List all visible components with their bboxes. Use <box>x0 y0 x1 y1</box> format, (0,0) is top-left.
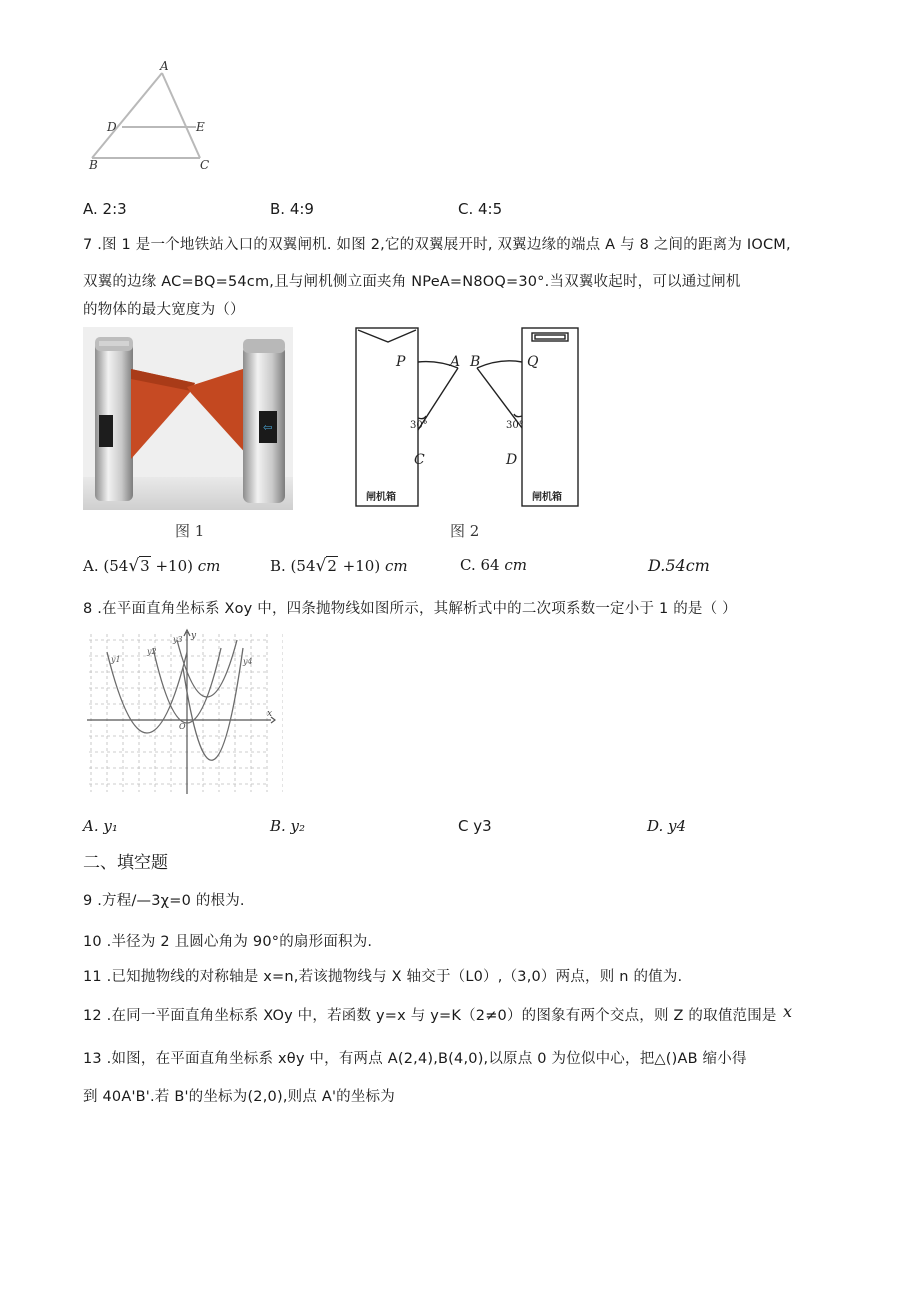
diagram-label-c: C <box>414 452 425 468</box>
q7-option-c-text: C. 64 <box>460 556 500 574</box>
triangle-figure <box>82 55 222 175</box>
q7-option-b-suffix: +10) <box>342 557 381 575</box>
q7-option-b[interactable] <box>270 556 408 576</box>
diagram-label-a: A <box>450 354 461 370</box>
graph-y3-label: y3 <box>173 635 183 644</box>
graph-origin-label: O <box>179 722 186 731</box>
graph-y4-label: y4 <box>243 657 253 666</box>
q6-option-b[interactable]: B. 4:9 <box>270 200 314 218</box>
q10-question: 10 .半径为 2 且圆心角为 90°的扇形面积为. <box>83 934 373 950</box>
diagram-label-p: P <box>396 354 406 370</box>
diagram-label-d: D <box>506 452 518 468</box>
fig1-caption: 图 1 <box>175 522 205 540</box>
parabola-graph <box>83 628 283 798</box>
q7-option-c[interactable] <box>460 556 527 574</box>
q7-option-c-unit: cm <box>504 556 527 574</box>
vertex-e-label: E <box>196 120 205 134</box>
q7-option-d[interactable]: D.54cm <box>648 556 710 575</box>
graph-y1-label: y1 <box>111 655 121 664</box>
diagram-label-b: B <box>470 354 481 370</box>
graph-x-label: x <box>267 709 273 719</box>
turnstile-diagram <box>346 322 586 512</box>
q11-question: 11 .已知抛物线的对称轴是 x=n,若该抛物线与 X 轴交于（L0）,（3,0）两点，则 n 的值为. <box>83 969 683 985</box>
q9-question: 9 .方程/—3χ=0 的根为. <box>83 893 245 909</box>
fig2-caption: 图 2 <box>450 522 480 540</box>
q8-option-a[interactable]: A. y₁ <box>83 817 118 835</box>
q7-option-b-unit: cm <box>384 557 408 575</box>
turnstile-photo <box>83 327 293 510</box>
q7-line-1: 7 .图 1 是一个地铁站入口的双翼闸机. 如图 2,它的双翼展开时, 双翼边缘的端点 A 与 8 之间的距离为 IOCM, <box>83 237 791 253</box>
q7-option-a-suffix: +10) <box>155 557 193 575</box>
q8-option-b[interactable]: B. y₂ <box>270 817 306 835</box>
q8-option-c[interactable]: C y3 <box>458 817 492 835</box>
q13-line-2: 到 40A'B'.若 B'的坐标为(2,0),则点 A'的坐标为 <box>83 1089 395 1105</box>
q7-option-b-prefix: B. (54 <box>270 557 316 575</box>
graph-y-label: y <box>191 631 197 641</box>
vertex-c-label: C <box>200 158 210 172</box>
q13-line-1: 13 .如图，在平面直角坐标系 xθy 中，有两点 A(2,4),B(4,0),以原点 0 为位似中心，把△()AB 缩小得 <box>83 1051 747 1067</box>
diagram-angle-right: 30° <box>506 420 524 431</box>
vertex-b-label: B <box>89 158 98 172</box>
q7-option-a-prefix: A. (54 <box>83 557 129 575</box>
graph-y2-label: y2 <box>147 647 157 656</box>
vertex-a-label: A <box>160 59 169 73</box>
q12-question: 12 .在同一平面直角坐标系 XOy 中，若函数 y=x 与 y=K（2≠0）的图象有两个交点，则 Z 的取值范围是 <box>83 1008 777 1024</box>
sqrt-sign-icon: √ <box>128 556 140 576</box>
q7-option-a-unit: cm <box>197 557 221 575</box>
q12-tail: x <box>783 1002 793 1021</box>
q6-option-c[interactable]: C. 4:5 <box>458 200 503 218</box>
q8-option-d[interactable]: D. y4 <box>647 817 687 835</box>
q8-question: 8 .在平面直角坐标系 Xoy 中，四条抛物线如图所示，其解析式中的二次项系数一定小于 1 的是（ ） <box>83 601 737 617</box>
vertex-d-label: D <box>107 120 117 134</box>
diagram-box-right: 闸机箱 <box>532 492 562 503</box>
q7-line-2: 双翼的边缘 AC=BQ=54cm,且与闸机侧立面夹角 NPeA=N8OQ=30°.当双翼收起时，可以通过闸机 <box>83 274 741 290</box>
diagram-angle-left: 30° <box>410 420 428 431</box>
section-title: 二、填空题 <box>83 853 168 873</box>
q7-option-a-radicand: 3 <box>140 557 150 575</box>
q6-option-a[interactable]: A. 2:3 <box>83 200 127 218</box>
sqrt-sign-icon: √ <box>315 556 327 576</box>
q7-option-b-radicand: 2 <box>327 557 337 575</box>
q7-line-3: 的物体的最大宽度为（） <box>83 302 245 318</box>
q7-option-a[interactable] <box>83 556 220 576</box>
arrow-icon: ⇦ <box>263 421 273 434</box>
diagram-label-q: Q <box>527 354 539 370</box>
parabola-y1 <box>107 652 187 733</box>
diagram-box-left: 闸机箱 <box>366 492 396 503</box>
